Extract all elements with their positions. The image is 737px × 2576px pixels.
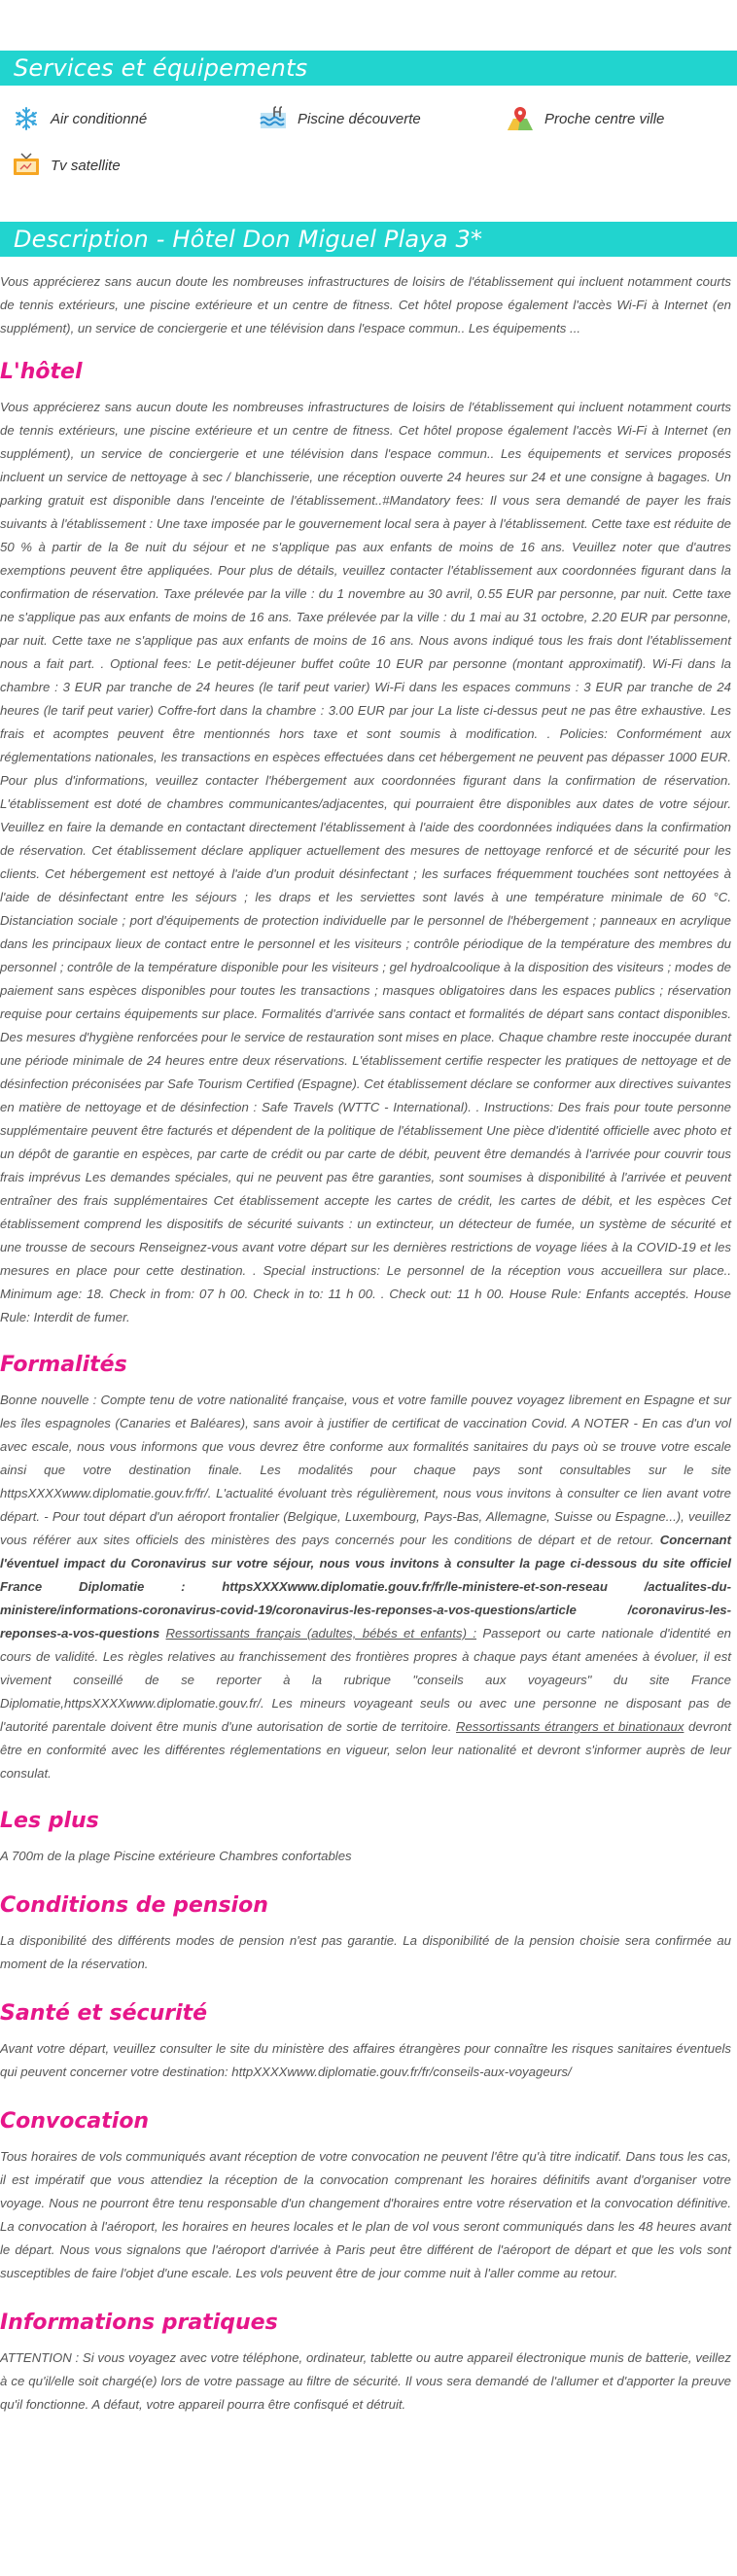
amenities-list xyxy=(0,105,737,179)
hotel-text: Vous apprécierez sans aucun doute les nombreuses infrastructures de loisirs de l'établissement qui incluent notamment courts de tennis extérieurs, une piscine extérieure et un centre de fitness. Cet hôtel propose également l'accès Wi-Fi à Internet (en supplément), un service de conciergerie et une télévision dans l'espace commun.. Les équipements et services proposés incluent un service de nettoyage à sec / blanchisserie, une réception ouverte 24 heures sur 24 et une consigne à bagages. Un parking gratuit est disponible dans l'enceinte de l'établissement..#Mandatory fees: Il vous sera demandé de payer les frais suivants à l'établissement : Une taxe imposée par le gouvernement local sera à payer à l'établissement. Cette taxe est réduite de 50 % à partir de la 8e nuit du séjour et ne s'applique pas aux enfants de moins de 16 ans. Veuillez noter que d'autres exemptions peuvent être appliquées. Pour plus de détails, veuillez contacter l'établissement aux coordonnées figurant dans la confirmation de réservation. Taxe prélevée par la ville : du 1 novembre au 30 avril, 0.55 EUR par personne, par nuit. Cette taxe ne s'applique pas aux enfants de moins de 16 ans. Taxe prélevée par la ville : du 1 mai au 31 octobre, 2.20 EUR par personne, par nuit. Cette taxe ne s'applique pas aux enfants de moins de 16 ans. Nous avons indiqué tous les frais dont l'établissement nous a fait part. . Optional fees: Le petit-déjeuner buffet coûte 10 EUR par personne (montant approximatif). Wi-Fi dans la chambre : 3 EUR par tranche de 24 heures (le tarif peut varier) Wi-Fi dans les espaces communs : 3 EUR par tranche de 24 heures (le tarif peut varier) Coffre-fort dans la chambre : 3.00 EUR par jour La liste ci-dessus peut ne pas être exhaustive. Les frais et acomptes peuvent être mentionnés hors taxe et sont soumis à modification. . Policies: Conformément aux réglementations nationales, les transactions en espèces effectuées dans cet hébergement ne peuvent pas dépasser 1000 EUR. Pour plus d'informations, veuillez contacter l'hébergement aux coordonnées figurant dans la confirmation de réservation. L'établissement est doté de chambres communicantes/adjacentes, qui pourraient être disponibles aux dates de votre séjour. Veuillez en faire la demande en contactant directement l'établissement à l'aide des coordonnées indiquées dans la confirmation de réservation. Cet établissement déclare appliquer actuellement des mesures de nettoyage renforcé et de sécurité pour les clients. Cet hébergement est nettoyé à l'aide d'un produit désinfectant ; les surfaces fréquemment touchées sont nettoyées à l'aide de désinfectant entre les séjours ; les draps et les serviettes sont lavés à une température minimale de 60 °C. Distanciation sociale ; port d'équipements de protection individuelle par le personnel de l'hébergement ; panneaux en acrylique dans les principaux lieux de contact entre le personnel et les visiteurs ; contrôle périodique de la température des membres du personnel ; contrôle de la température disponible pour les visiteurs ; gel hydroalcoolique à la disposition des visiteurs ; modes de paiement sans espèces disponibles pour toutes les transactions ; masques obligatoires dans les espaces publics ; réservation requise pour certains équipements sur place. Formalités d'arrivée sans contact et formalités de départ sans contact disponibles. Des mesures d'hygiène renforcées pour le service de restauration sont mises en place. Chaque chambre reste inoccupée durant une période minimale de 24 heures entre deux réservations. L'établissement certifie respecter les pratiques de nettoyage et de désinfection préconisées par Safe Tourism Certified (Espagne). Cet établissement déclare se conformer aux directives suivantes en matière de nettoyage et de désinfection : Safe Travels (WTTC - International). . Instructions: Des frais pour toute personne supplémentaire peuvent être facturés et dépendent de la politique de l'établissement Une pièce d'identité officielle avec photo et un dépôt de garantie en espèces, par carte de crédit ou par carte de débit, peuvent être demandés à l'arrivée pour couvrir tous frais imprévus Les demandes spéciales, qui ne peuvent pas être garanties, sont soumises à disponibilité à l'arrivée et peuvent entraîner des frais supplémentaires Cet établissement accepte les cartes de crédit, les cartes de débit, et les espèces Cet établissement comprend les dispositifs de sécurité suivants : un extincteur, un détecteur de fumée, un système de sécurité et une trousse de secours Renseignez-vous avant votre départ sur les dernières restrictions de voyage liées à la COVID-19 et les mesures en place pour cette destination. . Special instructions: Le personnel de la réception vous accueillera sur place.. Minimum age: 18. Check in from: 07 h 00. Check in to: 11 h 00. . Check out: 11 h 00. House Rule: Enfants acceptés. House Rule: Interdit de fumer. xyxy=(0,400,732,1324)
amenity-label: Proche centre ville xyxy=(544,110,665,127)
convocation-text: Tous horaires de vols communiqués avant réception de votre convocation ne peuvent l'être qu'à titre indicatif. Dans tous les cas, il est impératif que vous attendiez la réception de la convocation comprenant les horaires définitifs avant d'organiser votre voyage. Nous ne pourront être tenu responsable d'un changement d'horaires entre votre réservation et la convocation définitive. La convocation à l'aéroport, les horaires en heures locales et le plan de vol vous seront communiqués dans les 48 heures avant le départ. Nous vous signalons que l'aéroport d'arrivée à Paris peut être différent de l'aéroport de départ et que les vols sont susceptibles de faire l'objet d'une escale. Les vols peuvent être de jour comme nuit à l'aller comme au retour. xyxy=(0,2149,731,2280)
infos-text: ATTENTION : Si vous voyagez avec votre téléphone, ordinateur, tablette ou autre appareil électronique munis de batterie, veillez à ce qu'il/elle soit chargé(e) lors de votre passage au filtre de sécurité. Il vous sera demandé de l'allumer et d'apporter la preuve qu'il fonctionne. A défaut, votre appareil pourra être confisqué et détruit. xyxy=(0,2350,731,2412)
convocation-heading: Convocation xyxy=(0,2109,150,2134)
description-title: Description - Hôtel Don Miguel Playa 3* xyxy=(14,226,483,253)
description-banner xyxy=(0,222,737,257)
amenity-label: Air conditionné xyxy=(51,110,148,127)
hotel-heading: L'hôtel xyxy=(0,360,83,384)
formalites-intro: Bonne nouvelle : Compte tenu de votre nationalité française, vous et votre famille pouvez voyagez librement en Espagne et sur les îles espagnoles (Canaries et Baléares), sans avoir à justifier de certificat de vaccination Covid. A NOTER - En cas d'un vol avec escale, nous vous informons que vous devrez être conforme aux formalités sanitaires du pays où se trouve votre escale ainsi que votre destination finale. Les modalités pour chaque pays sont consultables sur le site httpsXXXXwww.diplomatie.gouv.fr/fr/. L'actualité évoluant très régulièrement, nous vous invitons à consulter ce lien avant votre départ. - Pour tout départ d'un aéroport frontalier (Belgique, Luxembourg, Pays-Bas, Allemagne, Suisse ou Espagne...), veuillez vous référer aux sites officiels des ministères des pays concernés pour les conditions de départ et de retour. xyxy=(0,1393,731,1547)
plus-heading: Les plus xyxy=(0,1809,99,1833)
formalites-passport: Passeport ou carte nationale d'identité en cours de validité. Les règles relatives au franchissement des frontières propres à chaque pays étant amenées à évoluer, il est vivement conseillé de se reporter à la rubrique "conseils aux voyageurs" du site France Diplomatie,httpsXXXXwww.diplomatie.gouv.fr/. Les mineurs voyageant seuls ou avec une personne ne disposant pas de l'autorité parentale doivent être munis d'une autorisation de sortie de territoire. xyxy=(0,1626,731,1734)
description-summary: Vous apprécierez sans aucun doute les nombreuses infrastructures de loisirs de l'établissement qui incluent notamment courts de tennis extérieurs, une piscine extérieure et un centre de fitness. Cet hôtel propose également l'accès Wi-Fi à Internet (en supplément), un service de conciergerie et une télévision dans l'espace commun.. Les équipements ... xyxy=(0,274,731,335)
tv-icon xyxy=(12,152,41,179)
amenity-label: Piscine découverte xyxy=(298,110,421,127)
formalites-heading: Formalités xyxy=(0,1353,127,1377)
amenity-pool xyxy=(259,105,506,132)
amenity-label: Tv satellite xyxy=(51,157,121,174)
pension-heading: Conditions de pension xyxy=(0,1893,268,1918)
plus-text: A 700m de la plage Piscine extérieure Chambres confortables xyxy=(0,1849,352,1863)
french-nationals-link[interactable]: Ressortissants français (adultes, bébés et enfants) : xyxy=(165,1626,477,1641)
infos-heading: Informations pratiques xyxy=(0,2311,278,2335)
formalites-consulate: devront être en conformité avec les différentes réglementations en vigueur, selon leur nationalité et devront s'informer auprès de leur consulat. xyxy=(0,1719,731,1781)
amenity-city-center xyxy=(506,105,737,132)
amenity-satellite-tv xyxy=(12,152,259,179)
services-title: Services et équipements xyxy=(14,54,308,82)
city-map-icon xyxy=(506,105,535,132)
sante-text: Avant votre départ, veuillez consulter le site du ministère des affaires étrangères pour connaître les risques sanitaires éventuels qui peuvent concerner votre destination: httpXXXXwww.diplomatie.gouv.fr/fr/conseils-aux-voyageurs/ xyxy=(0,2041,731,2079)
pension-text: La disponibilité des différents modes de pension n'est pas garantie. La disponibilité de la pension choisie sera confirmée au moment de la réservation. xyxy=(0,1933,731,1971)
foreign-nationals-link[interactable]: Ressortissants étrangers et binationaux xyxy=(456,1719,684,1734)
services-banner xyxy=(0,51,737,86)
snowflake-icon xyxy=(12,105,41,132)
formalites-text xyxy=(0,1389,737,1785)
coronavirus-notice: Concernant l'éventuel impact du Coronavirus sur votre séjour, nous vous invitons à consulter la page ci-dessous du site officiel France Diplomatie : httpsXXXXwww.diplomatie.gouv.fr/fr/le-ministere-et-son-reseau /actualites-du-ministere/informations-coronavirus-covid-19/coronavirus-les-reponses-a-vos-questions/article /coronavirus-les-reponses-a-vos-questions xyxy=(0,1533,731,1641)
pool-icon xyxy=(259,105,288,132)
sante-heading: Santé et sécurité xyxy=(0,2001,208,2026)
amenity-air-conditioning xyxy=(12,105,259,132)
